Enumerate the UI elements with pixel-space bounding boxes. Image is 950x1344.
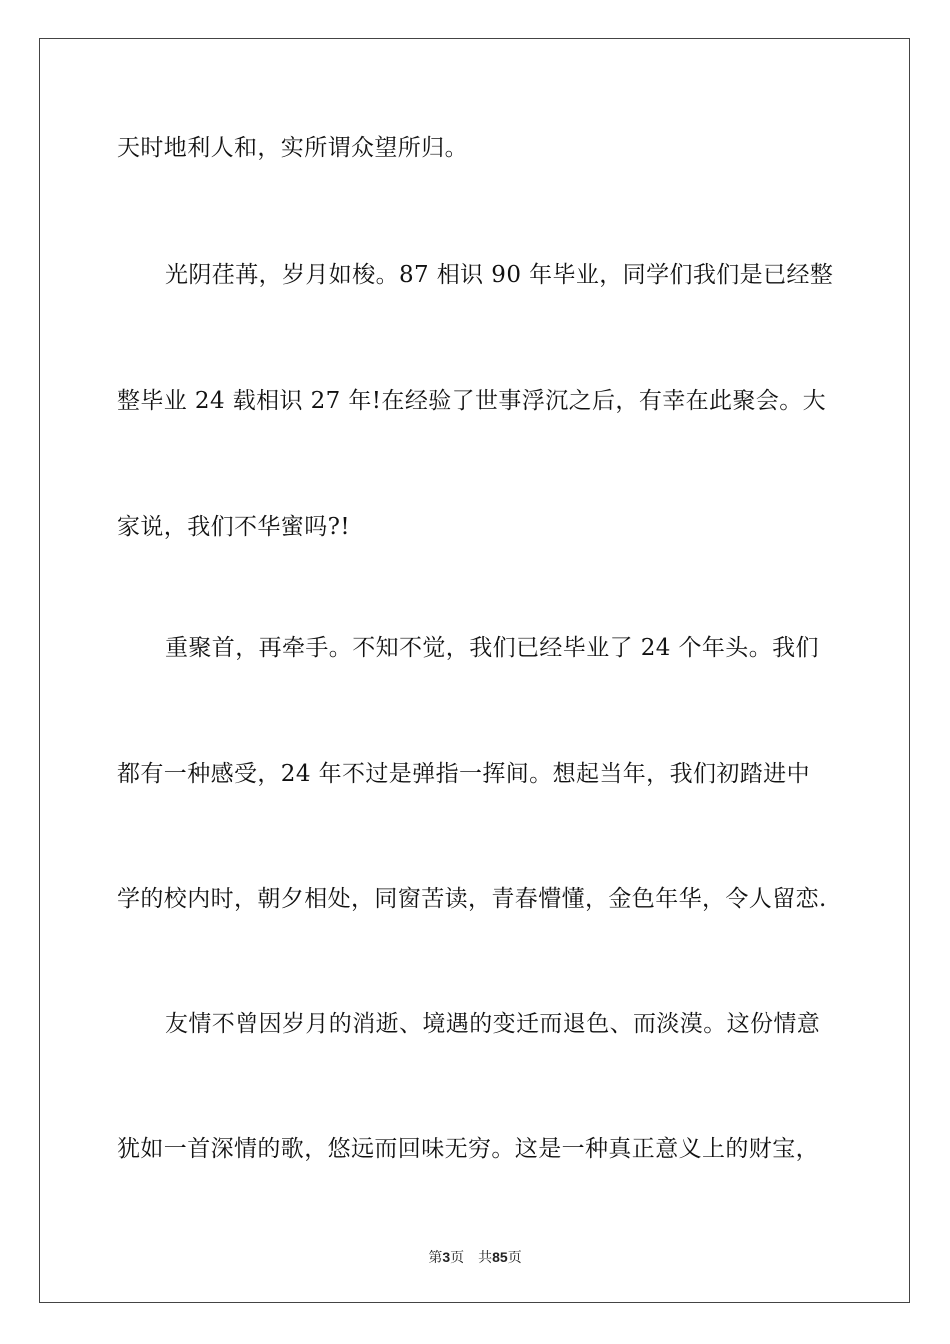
- body-line-2: 光阴荏苒，岁月如梭。87 相识 90 年毕业，同学们我们是已经整: [165, 262, 834, 288]
- body-line-4: 家说，我们不华蜜吗?!: [117, 514, 350, 540]
- body-line-1: 天时地利人和，实所谓众望所归。: [117, 135, 468, 161]
- page-number: 3: [442, 1249, 451, 1265]
- page-footer: [0, 1247, 950, 1267]
- body-line-9: 犹如一首深情的歌，悠远而回味无穷。这是一种真正意义上的财宝，: [117, 1136, 819, 1162]
- body-line-8: 友情不曾因岁月的消逝、境遇的变迁而退色、而淡漠。这份情意: [165, 1011, 821, 1037]
- body-line-7: 学的校内时，朝夕相处，同窗苦读，青春懵懂，金色年华，令人留恋.: [117, 886, 827, 912]
- body-line-6: 都有一种感受，24 年不过是弹指一挥间。想起当年，我们初踏进中: [117, 761, 810, 787]
- total-prefix: 共: [478, 1250, 493, 1266]
- total-suffix: 页: [507, 1250, 522, 1266]
- total-pages: 85: [492, 1249, 508, 1265]
- page-prefix: 第: [428, 1250, 443, 1266]
- body-line-3: 整毕业 24 载相识 27 年!在经验了世事浮沉之后，有幸在此聚会。大: [117, 388, 827, 414]
- body-line-5: 重聚首，再牵手。不知不觉，我们已经毕业了 24 个年头。我们: [165, 635, 819, 661]
- page-suffix: 页: [450, 1250, 465, 1266]
- page-border: [39, 38, 910, 1303]
